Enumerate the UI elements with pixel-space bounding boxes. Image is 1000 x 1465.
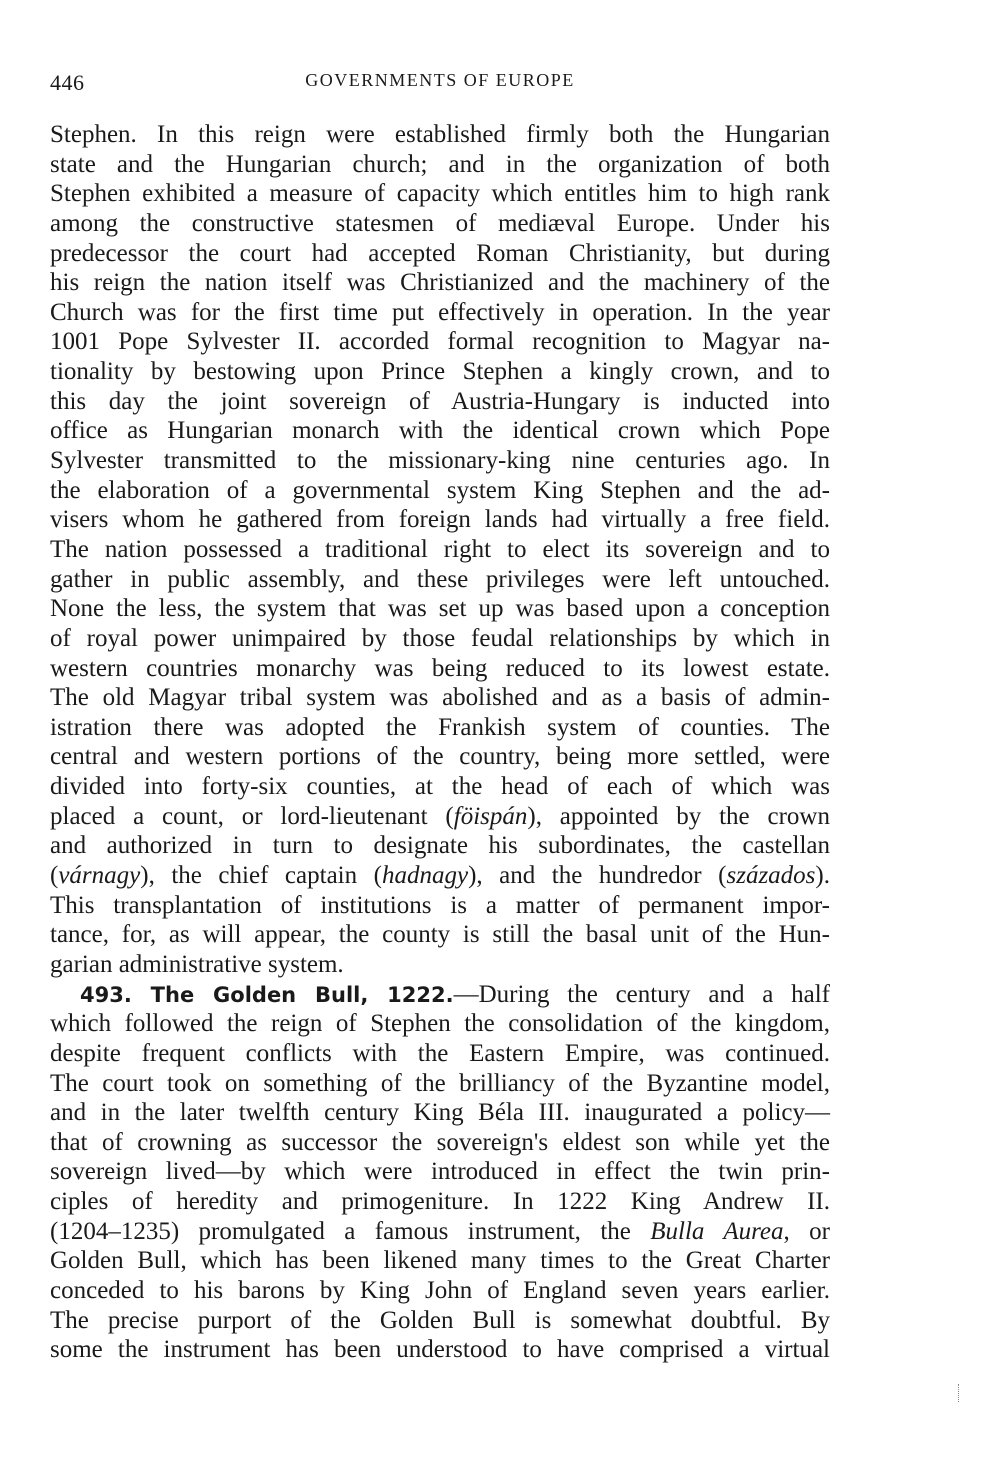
text-line: The nation possessed a traditional right to elect its sovereign and to	[50, 535, 830, 563]
text-line: Stephen exhibited a measure of capacity which entitles him to high rank	[50, 180, 830, 208]
text-fragment: , or	[783, 1217, 830, 1245]
text-line: some the instrument has been understood to have comprised a virtual	[50, 1336, 830, 1364]
text-line: istration there was adopted the Frankish system of counties. The	[50, 713, 830, 741]
text-line: ciples of heredity and primogeniture. In 1222 King Andrew II.	[50, 1188, 830, 1216]
text-line: None the less, the system that was set up was based upon a conception	[50, 595, 830, 623]
text-line: The precise purport of the Golden Bull is somewhat doubtful. By	[50, 1306, 830, 1334]
text-line: Sylvester transmitted to the missionary-king nine centuries ago. In	[50, 447, 830, 475]
text-line: gather in public assembly, and these privileges were left untouched.	[50, 565, 830, 593]
italic-term-bulla-aurea: Bulla Aurea	[650, 1217, 784, 1245]
text-line: central and western portions of the country, being more settled, were	[50, 743, 830, 771]
text-line: visers whom he gathered from foreign lands had virtually a free field.	[50, 506, 830, 534]
text-line: This transplantation of institutions is a matter of permanent impor-	[50, 891, 830, 919]
text-line: sovereign lived—by which were introduced in effect the twin prin-	[50, 1158, 830, 1186]
text-line: conceded to his barons by King John of England seven years earlier.	[50, 1276, 830, 1304]
text-line: office as Hungarian monarch with the identical crown which Pope	[50, 417, 830, 445]
text-line: tance, for, as will appear, the county is still the basal unit of the Hun-	[50, 921, 830, 949]
running-head: GOVERNMENTS OF EUROPE	[305, 70, 575, 90]
text-line: tionality by bestowing upon Prince Stephen a kingly crown, and to	[50, 358, 830, 386]
text-line: and in the later twelfth century King Béla III. inaugurated a policy—	[50, 1099, 830, 1127]
text-fragment: ), and the hundredor (	[468, 862, 727, 890]
text-line: garian administrative system.	[50, 950, 344, 978]
text-line: and authorized in turn to designate his subordinates, the castellan	[50, 832, 830, 860]
text-line-foispan	[50, 802, 830, 832]
italic-term-szazados: százados	[726, 862, 816, 890]
paragraph-golden-bull	[50, 980, 830, 1365]
section-heading: 493. The Golden Bull, 1222.	[80, 982, 454, 1007]
text-line-bulla-aurea	[50, 1217, 830, 1247]
text-line: despite frequent conflicts with the Eastern Empire, was continued.	[50, 1039, 830, 1067]
italic-term-foispan: föispán	[453, 802, 528, 830]
text-line: the elaboration of a governmental system King Stephen and the ad-	[50, 476, 830, 504]
text-line: divided into forty-six counties, at the head of each of which was	[50, 773, 830, 801]
italic-term-hadnagy: hadnagy	[381, 862, 469, 890]
text-line: 1001 Pope Sylvester II. accorded formal recognition to Magyar na-	[50, 328, 830, 356]
page-header	[50, 70, 830, 100]
text-line: Golden Bull, which has been likened many times to the Great Charter	[50, 1247, 830, 1275]
text-fragment: —During the century and a half	[453, 980, 831, 1008]
text-line: that of crowning as successor the sovereign's eldest son while yet the	[50, 1128, 830, 1156]
text-line: which followed the reign of Stephen the consolidation of the kingdom,	[50, 1010, 830, 1038]
italic-term-varnagy: várnagy	[58, 862, 141, 890]
text-fragment: ).	[815, 862, 830, 890]
text-line: western countries monarchy was being reduced to its lowest estate.	[50, 654, 830, 682]
text-line: state and the Hungarian church; and in the organization of both	[50, 150, 830, 178]
text-line: among the constructive statesmen of mediæval Europe. Under his	[50, 209, 830, 237]
text-line: The old Magyar tribal system was abolished and as a basis of admin-	[50, 684, 830, 712]
section-heading-line	[50, 980, 830, 1010]
text-fragment: (1204–1235) promulgated a famous instrument, the	[50, 1217, 651, 1245]
page-number: 446	[50, 70, 85, 95]
text-fragment: placed a count, or lord-lieutenant (	[50, 802, 454, 830]
paragraph-stephen	[50, 120, 830, 980]
text-line-titles	[50, 861, 830, 891]
text-line: of royal power unimpaired by those feudal relationships by which in	[50, 624, 830, 652]
text-line: his reign the nation itself was Christianized and the machinery of the	[50, 269, 830, 297]
text-line: The court took on something of the brilliancy of the Byzantine model,	[50, 1069, 830, 1097]
text-line: Stephen. In this reign were established firmly both the Hungarian	[50, 121, 830, 148]
text-fragment: (	[50, 862, 59, 890]
text-line: predecessor the court had accepted Roman Christianity, but during	[50, 239, 830, 267]
text-fragment: ), appointed by the crown	[527, 802, 830, 830]
text-line: this day the joint sovereign of Austria-Hungary is inducted into	[50, 387, 830, 415]
body-text	[50, 120, 830, 1365]
text-fragment: ), the chief captain (	[140, 862, 382, 890]
text-line: Church was for the first time put effectively in operation. In the year	[50, 298, 830, 326]
margin-mark	[958, 1384, 961, 1402]
